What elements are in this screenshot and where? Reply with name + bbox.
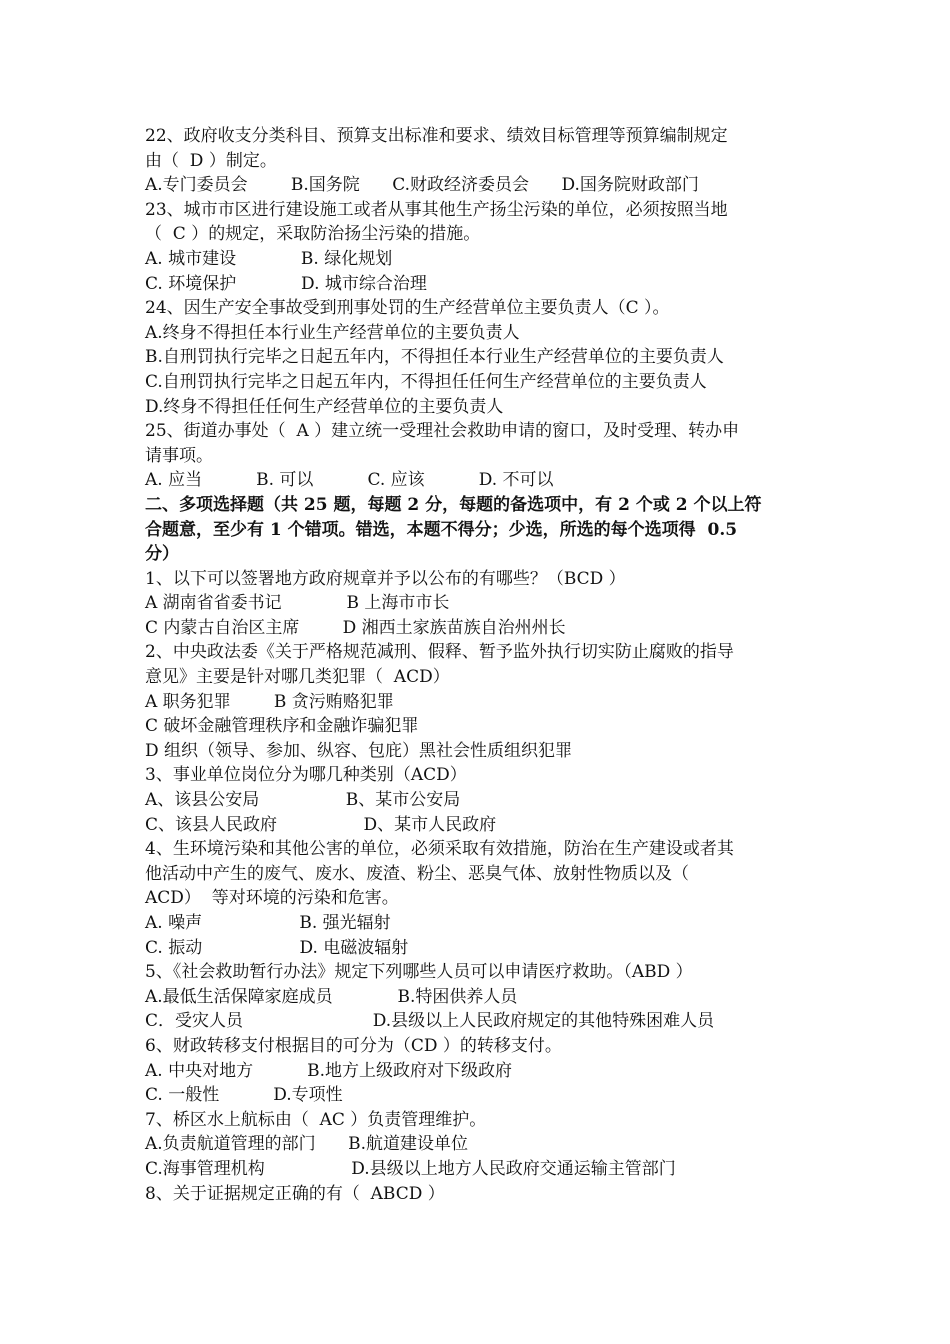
text-line: 22、政府收支分类科目、预算支出标准和要求、绩效目标管理等预算编制规定 (145, 126, 728, 146)
section-heading-line: 合题意，至少有 1 个错项。错选，本题不得分；少选，所选的每个选项得 0.5 (145, 519, 738, 540)
section-heading-line: 分） (145, 544, 179, 565)
text-line: 4、生环境污染和其他公害的单位，必须采取有效措施，防治在生产建设或者其 (145, 839, 734, 860)
text-line: A. 城市建设 B. 绿化规划 (145, 248, 393, 269)
text-line: A. 中央对地方 B.地方上级政府对下级政府 (145, 1060, 513, 1081)
text-line: A.专门委员会 B.国务院 C.财政经济委员会 D.国务院财政部门 (145, 175, 699, 196)
text-line: 6、财政转移支付根据目的可分为（CD ）的转移支付。 (145, 1035, 562, 1056)
text-line: A.负责航道管理的部门 B.航道建设单位 (145, 1134, 468, 1155)
text-line: 3、事业单位岗位分为哪几种类别（ACD） (145, 765, 467, 786)
text-line: A 职务犯罪 B 贪污贿赂犯罪 (145, 691, 394, 712)
text-line: 意见》主要是针对哪几类犯罪（ ACD） (145, 667, 450, 688)
text-line: C. 一般性 D.专项性 (145, 1085, 343, 1106)
section-heading-line: 二、多项选择题（共 25 题，每题 2 分，每题的备选项中，有 2 个或 2 个以上符 (145, 494, 762, 515)
text-line: B.自刑罚执行完毕之日起五年内，不得担任本行业生产经营单位的主要负责人 (145, 347, 724, 368)
text-line: 8、关于证据规定正确的有（ ABCD ） (145, 1183, 445, 1204)
document-body (145, 124, 815, 1206)
text-line: A、该县公安局 B、某市公安局 (145, 790, 461, 811)
text-line: 请事项。 (145, 445, 213, 466)
text-line: 24、因生产安全事故受到刑事处罚的生产经营单位主要负责人（C ）。 (145, 298, 670, 319)
text-line: 1、以下可以签署地方政府规章并予以公布的有哪些？（BCD ） (145, 568, 626, 589)
text-line: 由（ D ）制定。 (145, 150, 277, 171)
text-line: 他活动中产生的废气、废水、废渣、粉尘、恶臭气体、放射性物质以及（ (145, 863, 689, 884)
text-line: C.自刑罚执行完毕之日起五年内，不得担任任何生产经营单位的主要负责人 (145, 371, 707, 392)
text-line: C 内蒙古自治区主席 D 湘西土家族苗族自治州州长 (145, 617, 566, 638)
text-line: A.最低生活保障家庭成员 B.特困供养人员 (145, 986, 518, 1007)
text-line: C、该县人民政府 D、某市人民政府 (145, 814, 497, 835)
text-line: C 破坏金融管理秩序和金融诈骗犯罪 (145, 716, 419, 737)
text-line: C.海事管理机构 D.县级以上地方人民政府交通运输主管部门 (145, 1158, 676, 1179)
text-line: 7、桥区水上航标由（ AC ）负责管理维护。 (145, 1109, 487, 1130)
text-line: 23、城市市区进行建设施工或者从事其他生产扬尘污染的单位，必须按照当地 (145, 199, 728, 220)
text-line: A 湖南省省委书记 B 上海市市长 (145, 593, 450, 614)
text-line: A.终身不得担任本行业生产经营单位的主要负责人 (145, 322, 520, 343)
text-line: A. 噪声 B. 强光辐射 (145, 913, 391, 933)
text-line: D.终身不得担任任何生产经营单位的主要负责人 (145, 396, 504, 417)
text-line: C. 环境保护 D. 城市综合治理 (145, 273, 427, 294)
text-line: C．受灾人员 D.县级以上人民政府规定的其他特殊困难人员 (145, 1011, 715, 1032)
text-line: A. 应当 B. 可以 C. 应该 D. 不可以 (145, 470, 554, 491)
text-line: ACD） 等对环境的污染和危害。 (145, 888, 399, 909)
text-line: 2、中央政法委《关于严格规范减刑、假释、暂予监外执行切实防止腐败的指导 (145, 642, 734, 663)
text-line: D 组织（领导、参加、纵容、包庇）黑社会性质组织犯罪 (145, 740, 573, 761)
text-line: C. 振动 D. 电磁波辐射 (145, 937, 409, 958)
text-line: 5、《社会救助暂行办法》规定下列哪些人员可以申请医疗救助。（ABD ） (145, 962, 693, 983)
text-line: 25、街道办事处（ A ）建立统一受理社会救助申请的窗口，及时受理、转办申 (145, 421, 740, 442)
text-line: （ C ）的规定，采取防治扬尘污染的措施。 (145, 224, 481, 245)
